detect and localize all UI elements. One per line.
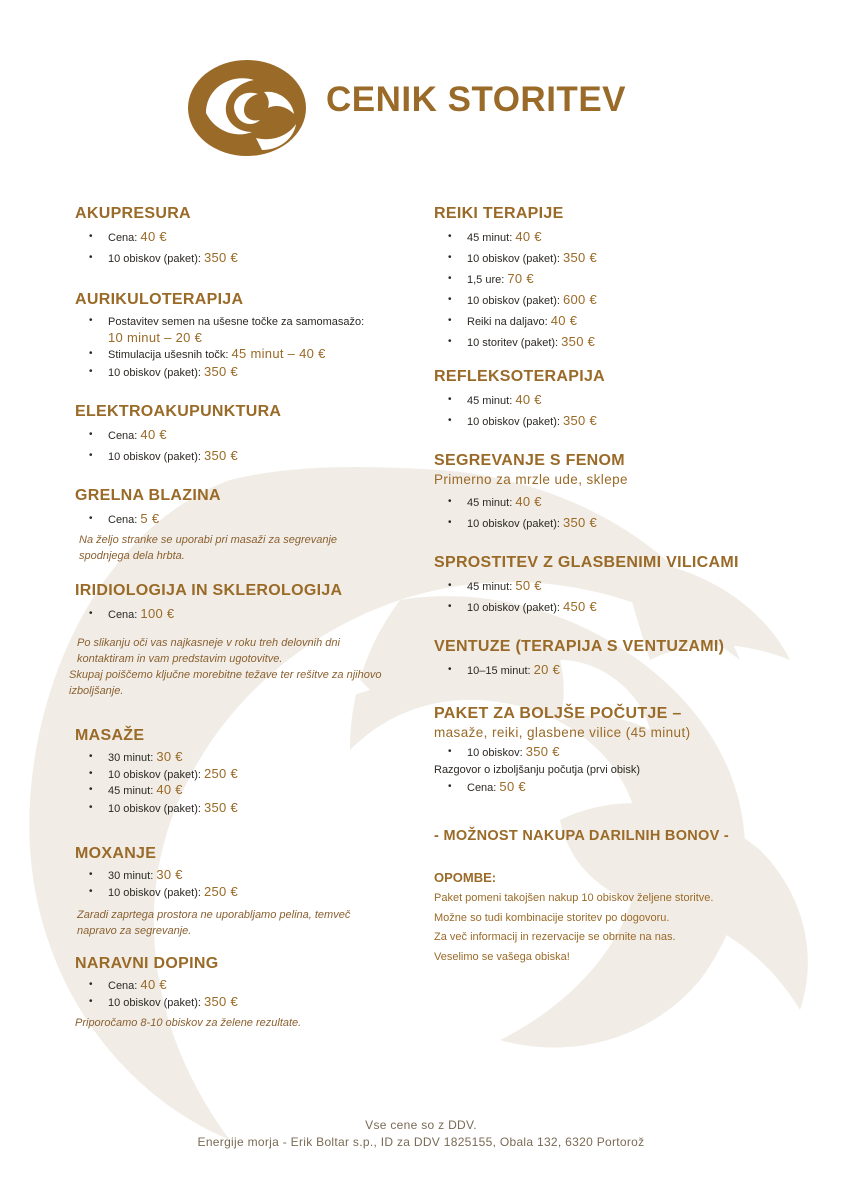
list-item: • Cena: 40 € (89, 977, 415, 994)
footer-vat-note: Vse cene so z DDV. (365, 1118, 477, 1132)
price: 350 € (563, 413, 598, 428)
price: 100 € (140, 606, 175, 621)
list-item: • 45 minut: 40 € (89, 783, 415, 798)
list-item: • Cena: 5 € (89, 509, 415, 530)
list-item: • 10 obiskov (paket): 350 € (448, 513, 814, 534)
footer-company-info: Energije morja - Erik Boltar s.p., ID za DDV 1825155, Obala 132, 6320 Portorož (197, 1135, 645, 1149)
price-list (75, 227, 415, 269)
price: 40 € (156, 782, 183, 797)
section-paket (434, 704, 814, 828)
list-item: • 10 obiskov (paket): 600 € (448, 290, 814, 311)
note: Skupaj poiščemo ključne morebitne težave ter rešitve za njihovo izboljšanje. (69, 669, 382, 697)
section-glasbene-vilice (434, 553, 814, 637)
price: 600 € (563, 292, 598, 307)
list-item: • 10 obiskov (paket): 350 € (89, 994, 415, 1011)
paket-extra-label: Razgovor o izboljšanju počutja (prvi obisk) (434, 764, 641, 776)
list-item: • 10 obiskov (paket): 350 € (89, 248, 415, 269)
note: Zaradi zaprtega prostora ne uporabljamo pelina, temveč napravo za segrevanje. (77, 909, 351, 937)
price-list (75, 867, 415, 901)
section-subtitle: Primerno za mrzle ude, sklepe (434, 472, 628, 487)
section-title: PAKET ZA BOLJŠE POČUTJE – (434, 705, 682, 722)
price: 350 € (561, 334, 596, 349)
price: 45 minut – 40 € (231, 346, 326, 361)
section-subtitle: masaže, reiki, glasbene vilice (45 minut) (434, 725, 691, 740)
section-title: GRELNA BLAZINA (75, 487, 221, 504)
list-item: • 45 minut: 40 € (448, 390, 814, 411)
list-item: • 45 minut: 40 € (448, 492, 814, 513)
page-title: CENIK STORITEV (326, 80, 627, 119)
price-list (75, 509, 415, 530)
list-item: • 10 obiskov (paket): 250 € (89, 766, 415, 783)
price: 40 € (140, 977, 167, 992)
section-masaze (75, 726, 415, 844)
list-item: • 10 obiskov (paket): 350 € (89, 446, 415, 467)
opombe-line: Za več informacij in rezervacije se obrnite na nas. (434, 931, 676, 943)
price: 40 € (140, 229, 167, 244)
nautilus-shell-logo-icon (186, 58, 308, 158)
list-item: • 30 minut: 30 € (89, 749, 415, 766)
section-elektroakupunktura (75, 402, 415, 486)
list-item: • 10 obiskov (paket): 450 € (448, 597, 814, 618)
section-title: ELEKTROAKUPUNKTURA (75, 403, 282, 420)
price: 10 minut – 20 € (108, 330, 203, 345)
list-item: • Cena: 40 € (89, 425, 415, 446)
price: 350 € (204, 994, 239, 1009)
list-item: • 10 obiskov (paket): 250 € (89, 884, 415, 901)
price: 40 € (515, 392, 542, 407)
price: 250 € (204, 884, 239, 899)
list-item: • Cena: 50 € (448, 778, 814, 797)
price: 40 € (515, 494, 542, 509)
list-item: • 10 obiskov: 350 € (448, 743, 814, 762)
list-item: • 1,5 ure: 70 € (448, 269, 814, 290)
price: 30 € (156, 749, 183, 764)
section-title: SEGREVANJE S FENOM (434, 452, 625, 469)
price-list (434, 743, 814, 762)
price-list (434, 492, 814, 534)
footer (0, 1117, 842, 1151)
price-list (75, 604, 415, 625)
section-refleksoterapija (434, 367, 814, 451)
section-title: AKUPRESURA (75, 205, 191, 222)
list-item: • 10 obiskov (paket): 350 € (448, 248, 814, 269)
price-list (75, 749, 415, 819)
price: 350 € (204, 448, 239, 463)
section-reiki (434, 204, 814, 367)
section-title: IRIDIOLOGIJA IN SKLEROLOGIJA (75, 582, 343, 599)
section-title: VENTUZE (TERAPIJA S VENTUZAMI) (434, 638, 725, 655)
list-item: • 10 obiskov (paket): 350 € (89, 798, 415, 819)
section-akupresura (75, 204, 415, 290)
list-item: • 10 storitev (paket): 350 € (448, 332, 814, 353)
section-opombe (434, 870, 814, 967)
price-list (75, 977, 415, 1011)
section-title: NARAVNI DOPING (75, 955, 219, 972)
price: 40 € (515, 229, 542, 244)
note: Po slikanju oči vas najkasneje v roku treh delovnih dni kontaktiram in vam predstavim ugotovitve. (77, 637, 340, 665)
section-title: REFLEKSOTERAPIJA (434, 368, 606, 385)
list-item: • Cena: 40 € (89, 227, 415, 248)
section-iridiologija (69, 581, 415, 726)
list-item: • 45 minut: 40 € (448, 227, 814, 248)
price: 70 € (507, 271, 534, 286)
price: 30 € (156, 867, 183, 882)
price: 40 € (550, 313, 578, 328)
right-column (434, 204, 814, 967)
price: 350 € (204, 364, 239, 379)
price: 350 € (525, 744, 560, 759)
price: 250 € (204, 766, 239, 781)
price: 350 € (563, 515, 598, 530)
opombe-line: Možne so tudi kombinacije storitev po dogovoru. (434, 911, 670, 924)
list-item: • Postavitev semen na ušesne točke za samomasažo: 10 minut – 20 € (89, 313, 415, 345)
list-item: • 30 minut: 30 € (89, 867, 415, 884)
price: 350 € (563, 250, 598, 265)
price: 50 € (515, 578, 542, 593)
section-title: SPROSTITEV Z GLASBENIMI VILICAMI (434, 554, 739, 571)
opombe-line: Veselimo se vašega obiska! (434, 950, 570, 963)
list-item: • 45 minut: 50 € (448, 576, 814, 597)
list-item: • Stimulacija ušesnih točk: 45 minut – 40 € (89, 345, 415, 364)
note: Na željo stranke se uporabi pri masaži za segrevanje spodnjega dela hrbta. (79, 534, 338, 562)
left-column (69, 204, 415, 1031)
price: 20 € (533, 662, 561, 677)
opombe-title: OPOMBE: (434, 870, 497, 885)
list-item: • Cena: 100 € (89, 604, 415, 625)
section-grelna-blazina (75, 486, 415, 581)
price-list (434, 576, 814, 618)
opombe-line: Paket pomeni takojšen nakup 10 obiskov željene storitve. (434, 892, 714, 904)
price-list (434, 227, 814, 353)
section-segrevanje (434, 451, 814, 553)
section-naravni-doping (75, 954, 415, 1031)
price: 40 € (140, 427, 167, 442)
price-list (75, 425, 415, 467)
section-title: AURIKULOTERAPIJA (75, 291, 244, 308)
price: 50 € (499, 779, 526, 794)
price: 5 € (140, 511, 160, 526)
section-ventuze (434, 637, 814, 704)
note: Priporočamo 8-10 obiskov za želene rezultate. (75, 1017, 302, 1029)
price-list (434, 660, 814, 681)
section-title: REIKI TERAPIJE (434, 205, 564, 222)
list-item: • 10 obiskov (paket): 350 € (448, 411, 814, 432)
list-item: • Reiki na daljavo: 40 € (448, 311, 814, 332)
section-aurikuloterapija (75, 290, 415, 402)
section-title: MASAŽE (75, 727, 145, 744)
price: 350 € (204, 250, 239, 265)
price: 450 € (563, 599, 598, 614)
section-title: MOXANJE (75, 845, 157, 862)
section-moxanje (75, 844, 415, 954)
price-list (434, 390, 814, 432)
list-item: • 10–15 minut: 20 € (448, 660, 814, 681)
price-list (434, 778, 814, 797)
gift-voucher-notice: - MOŽNOST NAKUPA DARILNIH BONOV - (434, 828, 730, 844)
price-list (75, 313, 415, 381)
price: 350 € (204, 800, 239, 815)
list-item: • 10 obiskov (paket): 350 € (89, 364, 415, 381)
